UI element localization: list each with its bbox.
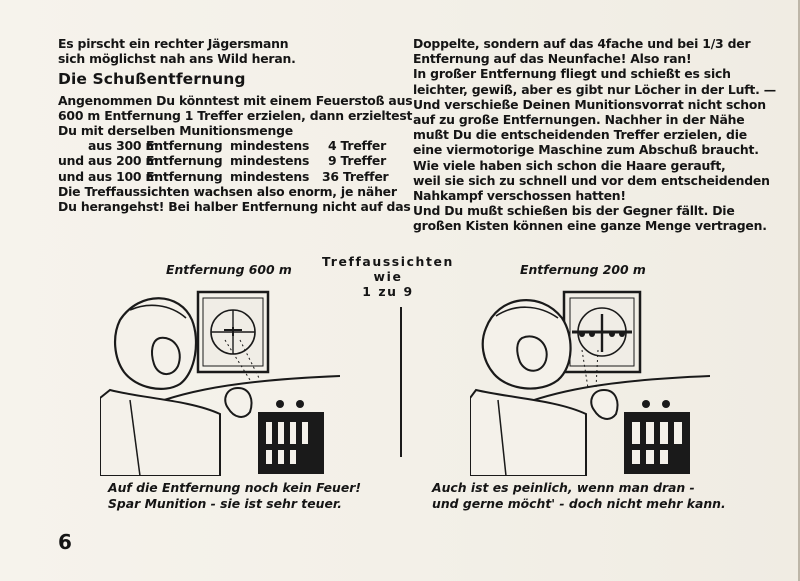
para1-line-1: Angenommen Du könntest mit einem Feuerstoß aus (58, 92, 413, 108)
row-prefix (58, 138, 88, 153)
hit-probability-label-line2: 1 zu 9 (362, 284, 414, 299)
distance-row-100 (58, 169, 394, 184)
illustration-divider (400, 307, 402, 457)
row-hits: 9 Treffer (328, 153, 387, 169)
right-line-4: leichter, gewiß, aber es gibt nur Löcher in der Luft. — (413, 81, 776, 97)
right-caption-line-2: und gerne möcht' - doch nicht mehr kann. (432, 495, 726, 511)
right-line-5: Und verschieße Deinen Munitionsvorrat nicht schon (413, 96, 766, 112)
pilot-near-illustration (470, 280, 710, 476)
right-line-13: großen Kisten können eine ganze Menge vertragen. (413, 218, 767, 234)
right-line-2: Entfernung auf das Neunfache! Also ran! (413, 51, 692, 67)
row-prefix: und (58, 168, 84, 184)
right-distance-label: Entfernung 200 m (520, 262, 646, 277)
row-word: Entfernung (146, 168, 223, 184)
right-line-1: Doppelte, sondern auf das 4fache und bei 1/3 der (413, 36, 751, 51)
row-prefix: und (58, 153, 84, 169)
row-word: Entfernung (146, 153, 223, 169)
left-distance-label: Entfernung 600 m (166, 262, 292, 277)
pilot-far-illustration (100, 280, 340, 476)
left-text-column (58, 36, 413, 215)
row-distance: aus 100 m (88, 168, 159, 184)
para1-line-3: Du mit derselben Munitionsmenge (58, 123, 293, 139)
row-hits: 36 Treffer (322, 168, 389, 184)
row-min: mindestens (230, 168, 310, 184)
para2-line-2: Du herangehst! Bei halber Entfernung nicht auf das (58, 199, 411, 215)
left-caption-line-2: Spar Munition - sie ist sehr teuer. (108, 495, 342, 511)
left-caption (108, 480, 361, 511)
right-line-8: eine viermotorige Maschine zum Abschuß braucht. (413, 142, 759, 158)
right-caption (432, 480, 726, 511)
right-line-6: auf zu große Entfernungen. Nachher in der Nähe (413, 112, 745, 128)
right-line-3: In großer Entfernung fliegt und schießt es sich (413, 66, 731, 82)
right-caption-line-1: Auch ist es peinlich, wenn man dran - (432, 480, 695, 495)
para2-line-1: Die Treffaussichten wachsen also enorm, je näher (58, 183, 397, 199)
right-line-7: mußt Du die entscheidenden Treffer erzielen, die (413, 127, 747, 143)
distance-row-200 (58, 153, 394, 168)
right-line-10: weil sie sich zu schnell und vor dem entscheidenden (413, 172, 770, 188)
intro-line-1: Es pirscht ein rechter Jägersmann (58, 36, 289, 51)
intro-line-2: sich möglichst nah ans Wild heran. (58, 51, 296, 67)
row-distance: aus 300 m (88, 138, 159, 154)
row-min: mindestens (230, 153, 310, 169)
hit-probability-label-line1: Treffaussichten wie (322, 254, 454, 284)
right-line-11: Nahkampf verschossen hatten! (413, 188, 626, 204)
para1-line-2: 600 m Entfernung 1 Treffer erzielen, dann erzieltest (58, 107, 413, 123)
right-line-9: Wie viele haben sich schon die Haare gerauft, (413, 157, 726, 173)
row-hits: 4 Treffer (328, 138, 387, 154)
distance-row-300 (58, 138, 394, 153)
row-min: mindestens (230, 138, 310, 154)
right-text-column (413, 36, 776, 234)
left-caption-line-1: Auf die Entfernung noch kein Feuer! (108, 480, 361, 495)
section-heading: Die Schußentfernung (58, 70, 246, 89)
page-number: 6 (58, 530, 72, 554)
row-distance: aus 200 m (88, 153, 159, 169)
row-word: Entfernung (146, 138, 223, 154)
right-line-12: Und Du mußt schießen bis der Gegner fällt. Die (413, 203, 735, 219)
